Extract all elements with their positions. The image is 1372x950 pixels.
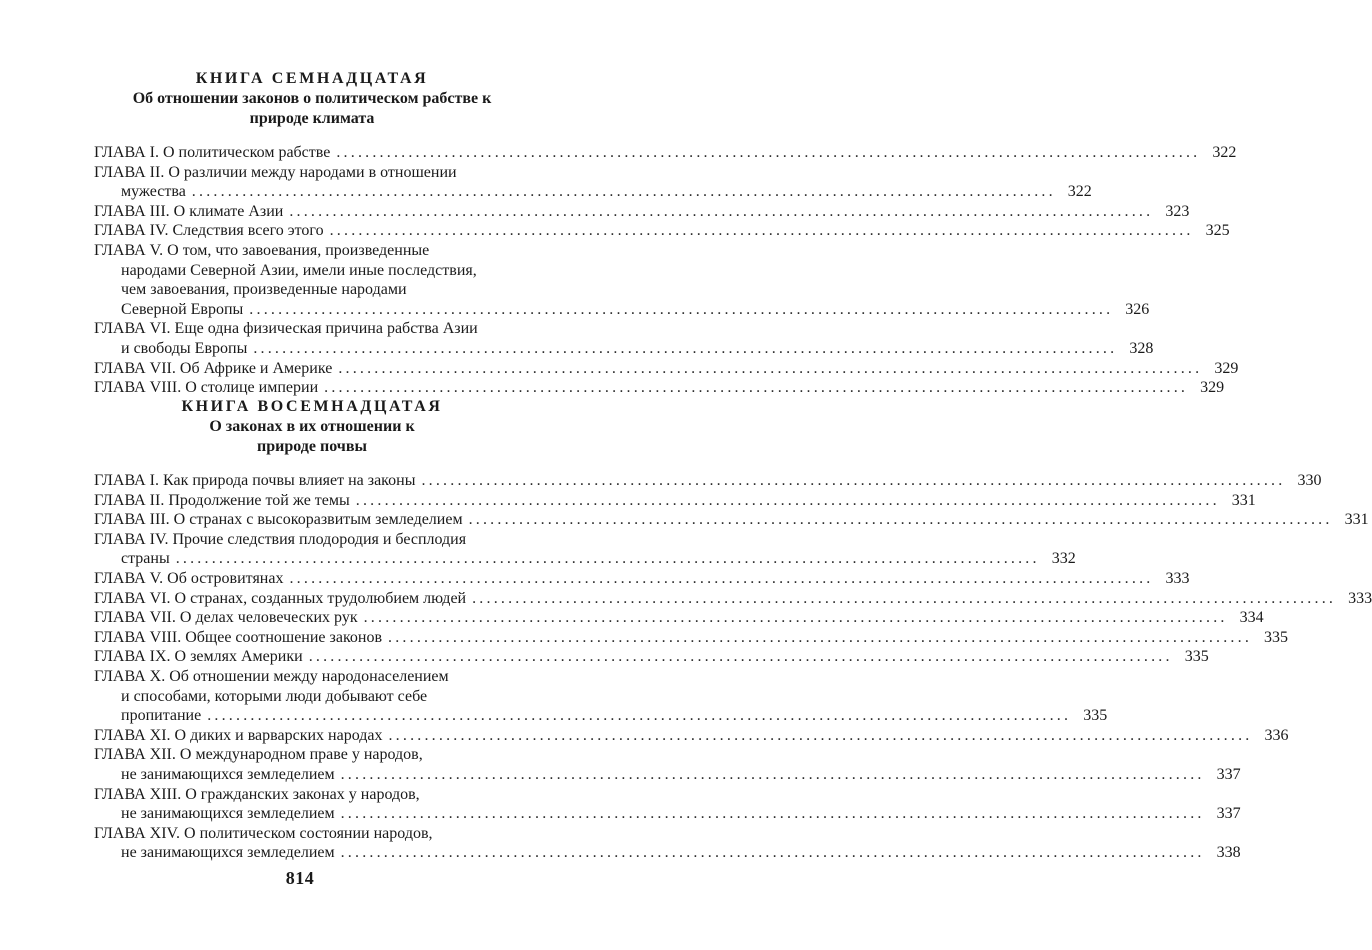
toc-entry[interactable] xyxy=(94,510,1369,530)
dot-leader: ........................................................................................................................ xyxy=(329,222,1194,240)
chapter-title-line: ГЛАВА X. Об отношении между народонаселением xyxy=(94,667,449,685)
toc-entry[interactable] xyxy=(94,241,1150,319)
chapter-title-line: ГЛАВА I. Как природа почвы влияет на законы xyxy=(94,472,416,489)
chapter-title-row xyxy=(94,628,1289,648)
chapter-title-line: ГЛАВА IV. Прочие следствия плодородия и бесплодия xyxy=(94,530,467,548)
dot-leader: ........................................................................................................................ xyxy=(340,844,1205,862)
dot-leader: ........................................................................................................................ xyxy=(388,726,1253,744)
book-seventeen xyxy=(94,69,1239,398)
dot-leader: ........................................................................................................................ xyxy=(191,183,1056,201)
toc-entry[interactable] xyxy=(94,359,1239,379)
chapter-title-line: ГЛАВА VIII. О столице империи xyxy=(94,379,319,397)
chapter-title-line: мужества xyxy=(121,183,186,201)
chapter-page-number: 331 xyxy=(1344,511,1369,529)
chapter-title-line: ГЛАВА II. О различии между народами в отношении xyxy=(94,163,457,181)
chapter-title-row xyxy=(94,378,1225,398)
chapter-title-line: ГЛАВА VIII. Общее соотношение законов xyxy=(94,628,383,646)
chapter-page-number: 328 xyxy=(1129,339,1154,357)
toc-entry[interactable] xyxy=(94,530,1076,569)
book-subtitle: Об отношении законов о политическом рабстве к природе климата xyxy=(132,90,492,127)
toc-entry[interactable] xyxy=(94,221,1230,241)
chapter-title-row xyxy=(94,608,1264,628)
toc-entry[interactable] xyxy=(94,647,1209,667)
toc-entry[interactable] xyxy=(94,589,1372,609)
toc-entry[interactable] xyxy=(94,319,1154,358)
chapter-title-row xyxy=(94,202,1190,222)
chapter-title-row xyxy=(94,182,1092,202)
dot-leader: ........................................................................................................................ xyxy=(388,628,1253,646)
dot-leader: ........................................................................................................................ xyxy=(336,144,1201,161)
chapter-title-row xyxy=(94,491,1256,511)
chapter-title-row xyxy=(94,143,1237,163)
chapter-page-number: 325 xyxy=(1205,222,1230,240)
chapter-title-line: и свободы Европы xyxy=(121,339,248,357)
chapter-title-line: ГЛАВА III. О странах с высокоразвитым земледелием xyxy=(94,511,463,529)
chapter-title-row xyxy=(94,221,1230,241)
book-heading xyxy=(94,397,530,457)
chapter-title-line: ГЛАВА IX. О землях Америки xyxy=(94,648,303,666)
chapter-title-row xyxy=(94,339,1154,359)
chapter-title-row xyxy=(94,706,1108,726)
chapter-page-number: 329 xyxy=(1214,359,1239,377)
toc-entry[interactable] xyxy=(94,202,1190,222)
chapter-title-line: ГЛАВА XII. О международном праве у народов, xyxy=(94,746,423,764)
toc-entry[interactable] xyxy=(94,378,1225,398)
table-of-contents xyxy=(94,143,1239,398)
dot-leader: ........................................................................................................................ xyxy=(340,805,1205,823)
chapter-page-number: 334 xyxy=(1239,609,1264,627)
chapter-title-line: чем завоевания, произведенные народами xyxy=(121,281,407,299)
chapter-title-row xyxy=(94,471,1322,491)
book-title: КНИГА ВОСЕМНАДЦАТАЯ xyxy=(181,398,443,415)
chapter-title-row xyxy=(94,549,1076,569)
chapter-title-line: ГЛАВА XIV. О политическом состоянии народов, xyxy=(94,824,433,842)
dot-leader: ........................................................................................................................ xyxy=(355,491,1220,509)
dot-leader: ........................................................................................................................ xyxy=(253,339,1118,357)
dot-leader: ........................................................................................................................ xyxy=(340,765,1205,783)
chapter-page-number: 323 xyxy=(1165,202,1190,220)
chapter-title-line: народами Северной Азии, имели иные последствия, xyxy=(121,261,477,279)
chapter-title-row xyxy=(94,569,1190,589)
chapter-page-number: 332 xyxy=(1051,550,1076,568)
toc-entry[interactable] xyxy=(94,569,1190,589)
dot-leader: ........................................................................................................................ xyxy=(175,550,1040,568)
toc-entry[interactable] xyxy=(94,163,1092,202)
dot-leader: ........................................................................................................................ xyxy=(363,609,1228,627)
toc-entry[interactable] xyxy=(94,824,1241,863)
dot-leader: ........................................................................................................................ xyxy=(289,202,1154,220)
dot-leader: ........................................................................................................................ xyxy=(472,589,1337,607)
table-of-contents xyxy=(94,471,1372,863)
chapter-page-number: 338 xyxy=(1216,844,1241,862)
toc-entry[interactable] xyxy=(94,491,1256,511)
chapter-title-line: не занимающихся земледелием xyxy=(121,844,335,862)
chapter-title-line: и способами, которыми люди добывают себе xyxy=(121,687,428,705)
chapter-title-line: ГЛАВА I. О политическом рабстве xyxy=(94,144,331,161)
dot-leader: ........................................................................................................................ xyxy=(207,707,1072,725)
chapter-page-number: 336 xyxy=(1264,726,1289,744)
chapter-page-number: 333 xyxy=(1348,589,1372,607)
chapter-title-row xyxy=(94,300,1150,320)
dot-leader: ........................................................................................................................ xyxy=(468,511,1333,529)
toc-entry[interactable] xyxy=(94,628,1289,648)
chapter-title-line: ГЛАВА V. О том, что завоевания, произведенные xyxy=(94,241,430,259)
chapter-page-number: 335 xyxy=(1083,707,1108,725)
toc-entry[interactable] xyxy=(94,726,1289,746)
chapter-page-number: 329 xyxy=(1200,379,1225,397)
chapter-title-row xyxy=(94,726,1289,746)
chapter-page-number: 322 xyxy=(1067,183,1092,201)
chapter-title-line: ГЛАВА II. Продолжение той же темы xyxy=(94,491,350,509)
toc-entry[interactable] xyxy=(94,608,1264,628)
toc-entry[interactable] xyxy=(94,745,1241,784)
chapter-title-line: страны xyxy=(121,550,170,568)
chapter-page-number: 333 xyxy=(1165,569,1190,587)
book-eighteen xyxy=(94,397,1372,863)
dot-leader: ........................................................................................................................ xyxy=(421,472,1286,489)
chapter-title-line: ГЛАВА VII. О делах человеческих рук xyxy=(94,609,358,627)
chapter-page-number: 326 xyxy=(1125,300,1150,318)
chapter-title-row xyxy=(94,510,1369,530)
page-number: 814 xyxy=(285,868,315,888)
chapter-title-line: ГЛАВА III. О климате Азии xyxy=(94,202,284,220)
toc-entry[interactable] xyxy=(94,667,1108,726)
chapter-title-row xyxy=(94,589,1372,609)
chapter-title-row xyxy=(94,359,1239,379)
chapter-page-number: 337 xyxy=(1216,765,1241,783)
chapter-title-row xyxy=(94,647,1209,667)
chapter-page-number: 337 xyxy=(1216,805,1241,823)
toc-entry[interactable] xyxy=(94,785,1241,824)
chapter-page-number: 331 xyxy=(1231,491,1256,509)
chapter-title-line: ГЛАВА XI. О диких и варварских народах xyxy=(94,726,383,744)
chapter-title-row xyxy=(94,765,1241,785)
chapter-title-line: ГЛАВА VI. Еще одна физическая причина рабства Азии xyxy=(94,320,478,338)
chapter-title-line: не занимающихся земледелием xyxy=(121,805,335,823)
dot-leader: ........................................................................................................................ xyxy=(308,648,1173,666)
book-subtitle: О законах в их отношении к природе почвы xyxy=(209,418,415,455)
chapter-title-line: ГЛАВА IV. Следствия всего этого xyxy=(94,222,324,240)
chapter-page-number: 335 xyxy=(1264,628,1289,646)
chapter-title-line: пропитание xyxy=(121,707,202,725)
chapter-title-line: ГЛАВА V. Об островитянах xyxy=(94,569,284,587)
chapter-page-number: 322 xyxy=(1212,144,1237,161)
chapter-title-row xyxy=(94,804,1241,824)
dot-leader: ........................................................................................................................ xyxy=(249,300,1114,318)
chapter-title-line: ГЛАВА VII. Об Африке и Америке xyxy=(94,359,333,377)
chapter-title-line: не занимающихся земледелием xyxy=(121,765,335,783)
chapter-page-number: 335 xyxy=(1184,648,1209,666)
toc-entry[interactable] xyxy=(94,471,1322,491)
chapter-title-line: ГЛАВА XIII. О гражданских законах у народов, xyxy=(94,785,420,803)
book-heading xyxy=(94,69,530,129)
dot-leader: ........................................................................................................................ xyxy=(324,379,1189,397)
book-title: КНИГА СЕМНАДЦАТАЯ xyxy=(195,70,429,87)
dot-leader: ........................................................................................................................ xyxy=(338,359,1203,377)
chapter-page-number: 330 xyxy=(1297,472,1322,489)
chapter-title-line: ГЛАВА VI. О странах, созданных трудолюбием людей xyxy=(94,589,467,607)
chapter-title-row xyxy=(94,843,1241,863)
toc-entry[interactable] xyxy=(94,143,1237,163)
chapter-title-line: Северной Европы xyxy=(121,300,244,318)
dot-leader: ........................................................................................................................ xyxy=(289,569,1154,587)
